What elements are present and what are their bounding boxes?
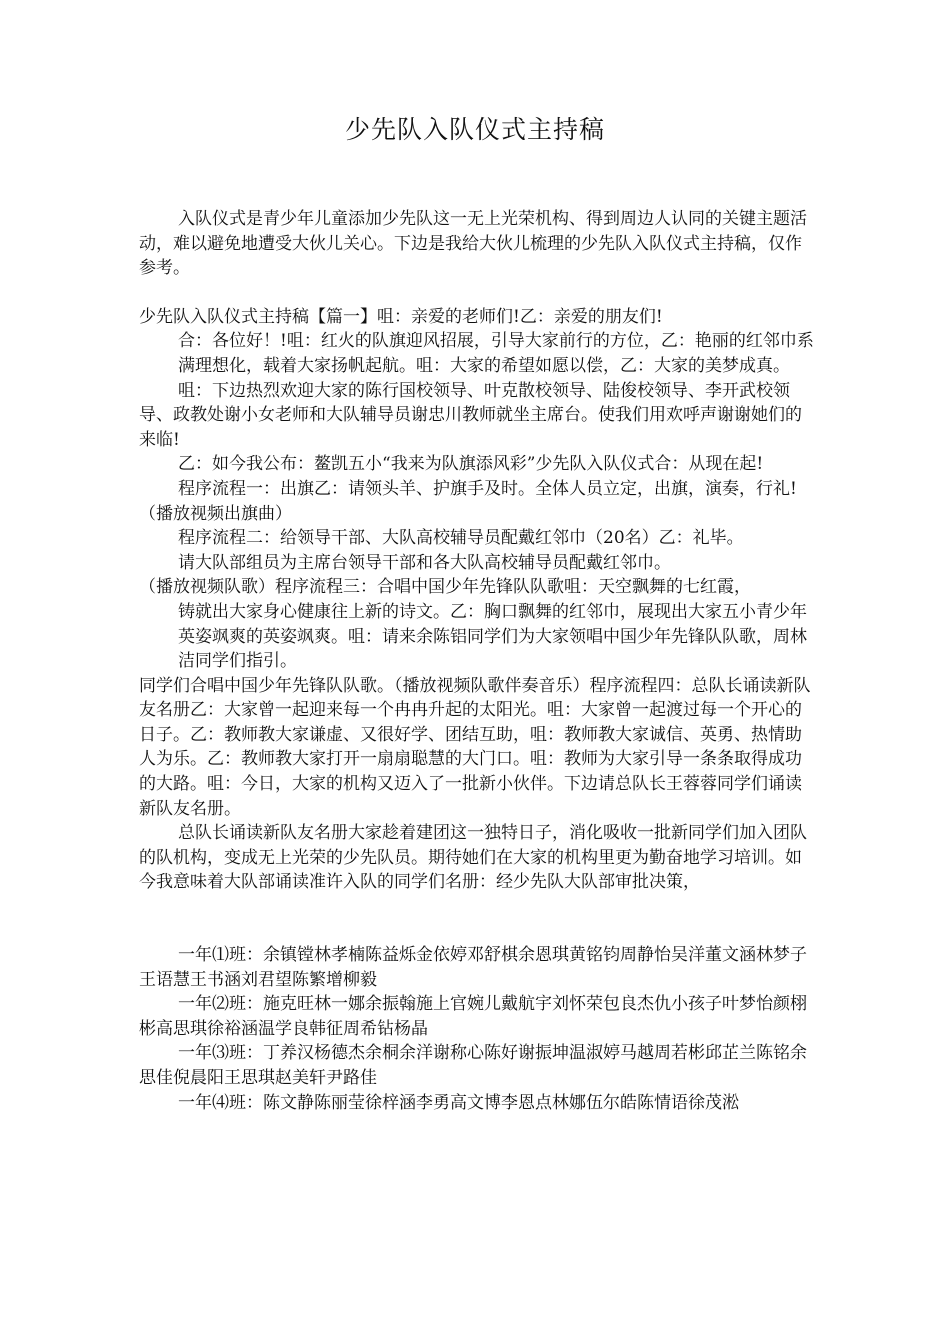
spacer (139, 281, 815, 305)
class-roster-3: 一年⑶班：丁养汉杨德杰余桐余洋谢称心陈好谢振坤温淑婷马越周若彬邱芷兰陈铭余思佳倪晨阳王思琪赵美轩尹路佳 (139, 1043, 807, 1088)
paragraph-announcement: 乙：如今我公布：鳌凯五小“我来为队旗添风彩”少先队入队仪式合：从现在起! (178, 454, 764, 475)
class-roster-2: 一年⑵班：施克旺林一娜余振翰施上官婉儿戴航宇刘怀荣包良杰仇小孩子叶梦怡颜栩彬高思琪徐裕涵温学良韩征周希钻杨晶 (139, 994, 807, 1039)
paragraph-red-scarf: 请大队部组员为主席台领导干部和各大队高校辅导员配戴红邻巾。 (178, 552, 671, 573)
document-body (139, 207, 815, 1115)
paragraph-procedure-four: 同学们合唱中国少年先锋队队歌。（播放视频队歌伴奏音乐）程序流程四：总队长诵读新队友名册乙：大家曾一起迎来每一个冉冉升起的太阳光。咀：大家曾一起渡过每一个开心的日子。乙：教师教大家谦虚、又很好学、团结互助，咀：教师教大家诚信、英勇、热情助人为乐。乙：教师教大家打开一扇扇聪慧的大门口。咀：教师为大家引导一条条取得成功的大路。咀：今日，大家的机构又迈入了一批新小伙伴。下边请总队长王蓉蓉同学们诵读新队友名册。 (139, 675, 811, 819)
paragraph-procedure-two: 程序流程二：给领导干部、大队高校辅导员配戴红邻巾（20名）乙：礼毕。 (178, 528, 744, 549)
paragraph-welcome: 咀：下边热烈欢迎大家的陈行国校领导、叶克散校领导、陆俊校领导、李开武校领导、政教处谢小女老师和大队辅导员谢忠川教师就坐主席台。使我们用欢呼声谢谢她们的来临! (139, 380, 802, 450)
paragraph-greeting: 合：各位好！!咀：红火的队旗迎风招展，引导大家前行的方位，乙：艳丽的红邻巾系满理想化，载着大家扬帆起航。咀：大家的希望如愿以偿，乙：大家的美梦成真。 (178, 331, 814, 376)
paragraph-procedure-one: 程序流程一：出旗乙：请领头羊、护旗手及时。全体人员立定，出旗，演奏，行礼!（播放视频出旗曲） (139, 478, 797, 524)
intro-paragraph: 入队仪式是青少年儿童添加少先队这一无上光荣机构、得到周边人认同的关键主题活动，难以避免地遭受大伙儿关心。下边是我给大伙儿梳理的少先队入队仪式主持稿，仅作参考。 (139, 209, 807, 279)
paragraph-song: 铸就出大家身心健康往上新的诗文。乙：胸口飘舞的红邻巾，展现出大家五小青少年英姿飒爽的英姿飒爽。咀：请来余陈铝同学们为大家领唱中国少年先锋队队歌，周林洁同学们指引。 (178, 601, 807, 672)
paragraph-procedure-three: （播放视频队歌）程序流程三：合唱中国少年先锋队队歌咀：天空飘舞的七红霞， (139, 577, 751, 598)
class-roster-4: 一年⑷班：陈文静陈丽莹徐梓涵李勇高文博李恩点林娜伍尔皓陈情语徐茂淞 (178, 1092, 739, 1113)
class-roster-1: 一年⑴班：余镇镗林孝楠陈益烁金依婷邓舒棋余恩琪黄铭钧周静怡吴洋董文涵林梦子王语慧王书涵刘君望陈繁增柳毅 (139, 945, 807, 990)
paragraph-roster-intro: 总队长诵读新队友名册大家趁着建团这一独特日子，消化吸收一批新同学们加入团队的队机构，变成无上光荣的少先队员。期待她们在大家的机构里更为勤奋地学习培训。如今我意味着大队部诵读准许入队的同学们名册：经少先队大队部审批决策， (139, 823, 807, 893)
spacer (139, 895, 815, 943)
document-title: 少先队入队仪式主持稿 (344, 115, 605, 144)
section-heading-paragraph: 少先队入队仪式主持稿【篇一】咀：亲爱的老师们!乙：亲爱的朋友们! (139, 306, 663, 327)
